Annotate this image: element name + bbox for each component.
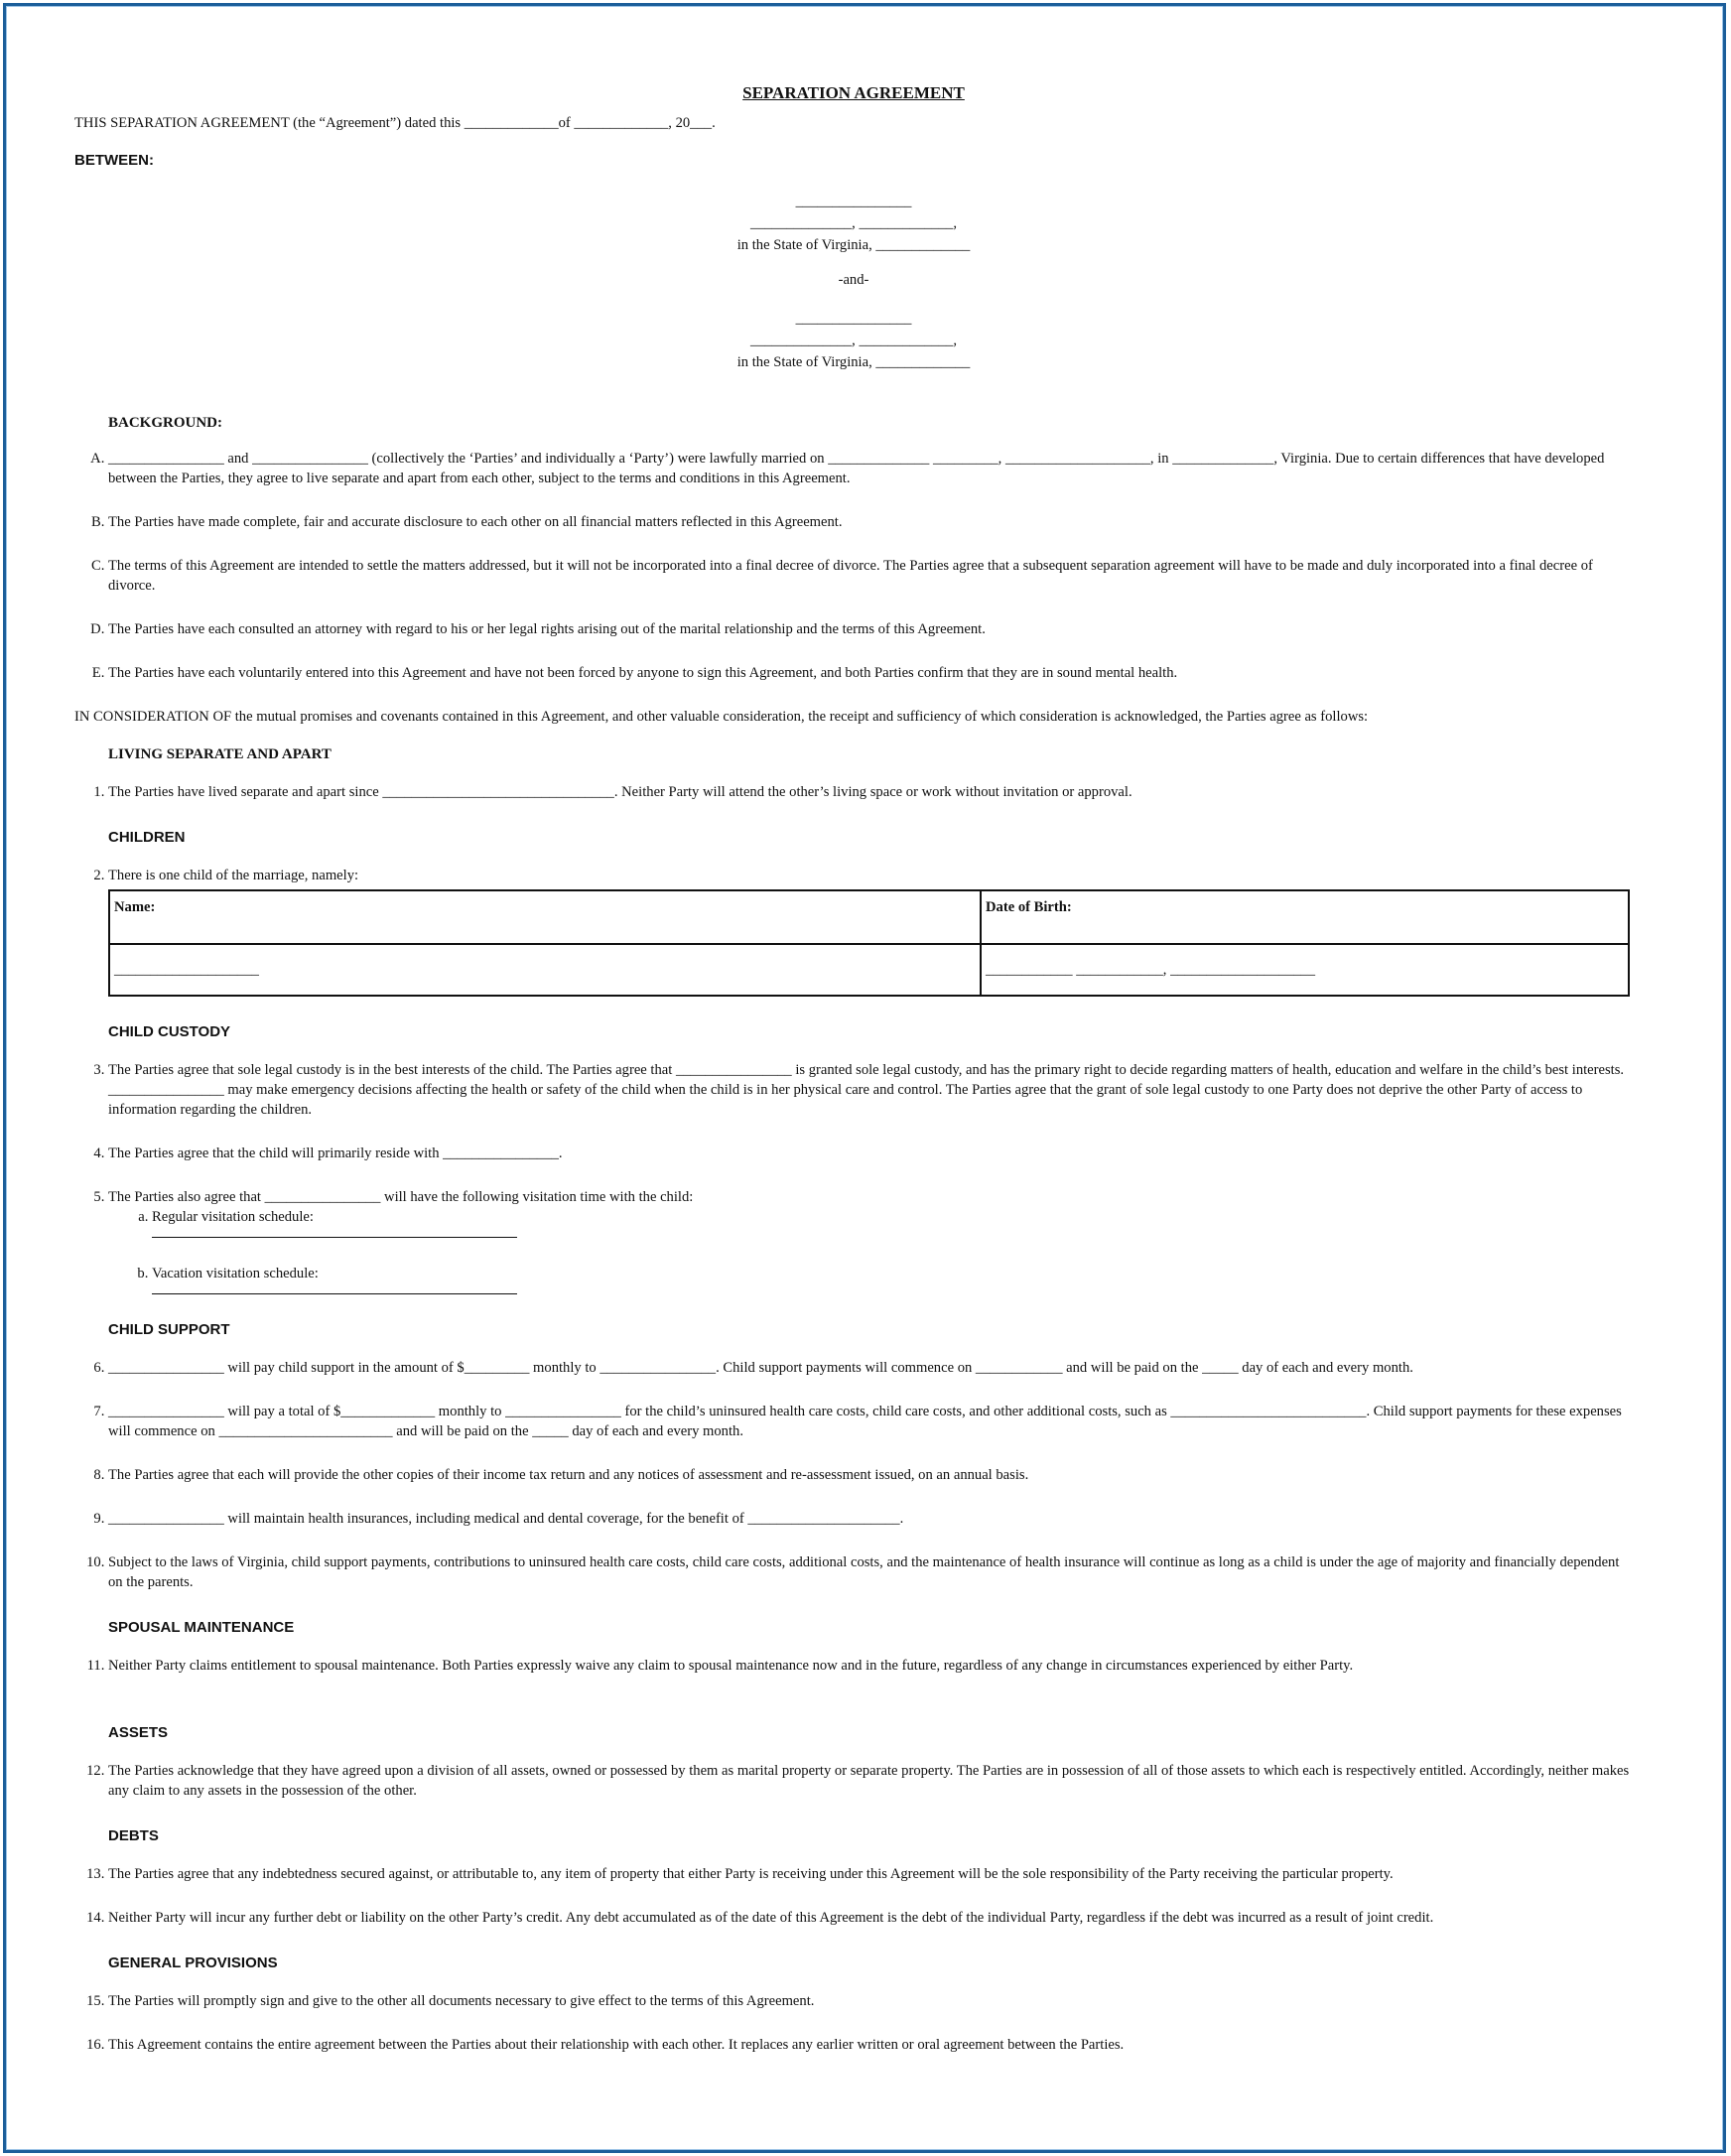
clause-15: 15. The Parties will promptly sign and give to the other all documents necessary to give effect to the terms of this Agreement. [108,1991,1633,2011]
clause-7: 7. ________________ will pay a total of $_____________ monthly to ________________ for the child’s uninsured health care costs, child care costs, and other additional costs, such as ___________________________. Child support payments for these expenses will commence on ________________________ and will be paid on the _____ day of each and every month. [108,1402,1633,1441]
background-item-c: C. The terms of this Agreement are intended to settle the matters addressed, but it will not be incorporated into a final decree of divorce. The Parties agree that a subsequent separation agreement will have to be made and duly incorporated into a final decree of divorce. [108,556,1633,596]
living-list [74,782,1633,802]
clause-13: 13. The Parties agree that any indebtedness secured against, or attributable to, any item of property that either Party is receiving under this Agreement will be the sole responsibility of the Party receiving the particular property. [108,1864,1633,1884]
document-title: SEPARATION AGREEMENT [742,83,965,102]
party-one-state: in the State of Virginia, _____________ [736,237,971,253]
assets-list [74,1761,1633,1801]
clause-1: 1. The Parties have lived separate and apart since ________________________________. Neither Party will attend the other’s living space or work without invitation or approval. [108,782,1633,802]
party-one-block [74,191,1633,256]
general-list [74,1991,1633,2055]
custody-heading: CHILD CUSTODY [108,1023,231,1040]
party-two-state: in the State of Virginia, _____________ [736,354,971,370]
spousal-list [74,1656,1633,1676]
spousal-heading: SPOUSAL MAINTENANCE [108,1619,295,1636]
clause-8: 8. The Parties agree that each will provide the other copies of their income tax return and any notices of assessment and re-assessment issued, on an annual basis. [108,1465,1633,1485]
clause-4: 4. The Parties agree that the child will primarily reside with ________________. [108,1144,1633,1163]
and-separator: -and- [838,272,869,288]
vacation-schedule-blank [152,1283,517,1294]
debts-list [74,1864,1633,1928]
intro-paragraph: THIS SEPARATION AGREEMENT (the “Agreement”) dated this _____________of _____________, 20___. [74,115,716,131]
background-item-a: A. ________________ and ________________ (collectively the ‘Parties’ and individually a ‘Party’) were lawfully married on ______________ _________, ____________________, in ______________, Virginia. Due to certain differences that have developed between the Parties, they agree to live separate and apart from each other, subject to the terms and conditions in this Agreement. [108,449,1633,488]
clause-3: 3. The Parties agree that sole legal custody is in the best interests of the child. The Parties agree that ________________ is granted sole legal custody, and has the primary right to decide regarding matters of health, education and welfare in the child’s best interests. ________________ may make emergency decisions affecting the health or safety of the child when the child is in her physical care and control. The Parties agree that the grant of sole legal custody to one Party does not deprive the other Party of access to information regarding the children. [108,1060,1633,1120]
between-label: BETWEEN: [74,152,154,169]
background-heading: BACKGROUND: [108,415,222,431]
visitation-sublist-b [74,1264,1633,1283]
background-item-e: E. The Parties have each voluntarily entered into this Agreement and have not been forced by anyone to sign this Agreement, and both Parties confirm that they are in sound mental health. [108,663,1633,683]
clause-5-text: The Parties also agree that ________________ will have the following visitation time with the child: [108,1189,694,1205]
children-list [74,866,1633,885]
table-row [109,944,1629,996]
visitation-regular: a. Regular visitation schedule: [152,1207,1633,1227]
clause-12: 12. The Parties acknowledge that they have agreed upon a division of all assets, owned or possessed by them as marital property or separate property. The Parties are in possession of all of those assets to which each is respectively entitled. Accordingly, neither makes any claim to any assets in the possession of the other. [108,1761,1633,1801]
clause-9: 9. ________________ will maintain health insurances, including medical and dental coverage, for the benefit of _____________________. [108,1509,1633,1529]
clause-14: 14. Neither Party will incur any further debt or liability on the other Party’s credit. Any debt accumulated as of the date of this Agreement is the debt of the individual Party, regardless if the debt was incurred as a result of joint credit. [108,1908,1633,1928]
regular-schedule-blank [152,1227,517,1238]
assets-heading: ASSETS [108,1724,169,1741]
table-cell-name: ____________________ [109,944,981,996]
clause-10: 10. Subject to the laws of Virginia, child support payments, contributions to uninsured health care costs, child care costs, additional costs, and the maintenance of health insurance will continue as long as a child is under the age of majority and financially dependent on the parents. [108,1552,1633,1592]
background-item-d: D. The Parties have each consulted an attorney with regard to his or her legal rights arising out of the marital relationship and the terms of this Agreement. [108,619,1633,639]
custody-list [74,1060,1633,1207]
table-cell-dob: ____________ ____________, ____________________ [981,944,1629,996]
general-heading: GENERAL PROVISIONS [108,1954,278,1971]
children-table [108,889,1630,997]
background-item-b: B. The Parties have made complete, fair and accurate disclosure to each other on all financial matters reflected in this Agreement. [108,512,1633,532]
background-list [74,449,1633,683]
visitation-sublist [74,1207,1633,1227]
support-heading: CHILD SUPPORT [108,1321,230,1338]
document-body [74,83,1633,2055]
table-header-name: Name: [109,890,981,944]
visitation-vacation: b. Vacation visitation schedule: [152,1264,1633,1283]
party-one-name: ________________ [795,194,912,209]
children-heading: CHILDREN [108,829,186,846]
debts-heading: DEBTS [108,1827,159,1844]
clause-2: 2. There is one child of the marriage, namely: [108,866,1633,885]
party-two-block [74,308,1633,373]
support-list [74,1358,1633,1592]
party-one-address: ______________, _____________, [750,215,957,231]
table-header-dob: Date of Birth: [981,890,1629,944]
table-header-row [109,890,1629,944]
party-two-address: ______________, _____________, [750,333,957,348]
clause-16: 16. This Agreement contains the entire agreement between the Parties about their relationship with each other. It replaces any earlier written or oral agreement between the Parties. [108,2035,1633,2055]
clause-5 [108,1187,1633,1207]
party-two-name: ________________ [795,311,912,327]
living-heading: LIVING SEPARATE AND APART [108,746,332,762]
clause-11: 11. Neither Party claims entitlement to spousal maintenance. Both Parties expressly waive any claim to spousal maintenance now and in the future, regardless of any change in circumstances experienced by either Party. [108,1656,1633,1676]
clause-6: 6. ________________ will pay child support in the amount of $_________ monthly to ________________. Child support payments will commence on ____________ and will be paid on the _____ day of each and every month. [108,1358,1633,1378]
consideration-paragraph: IN CONSIDERATION OF the mutual promises and covenants contained in this Agreement, and other valuable consideration, the receipt and sufficiency of which consideration is acknowledged, the Parties agree as follows: [74,709,1369,725]
